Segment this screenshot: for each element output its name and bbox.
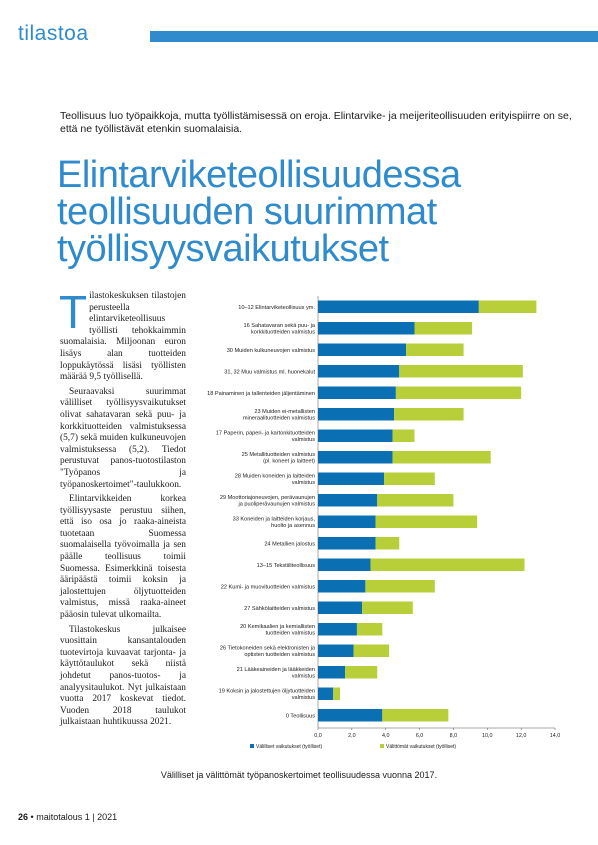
- section-title: tilastoa: [18, 22, 89, 45]
- category-label: 10–12 Elintarviketeollisuus ym.: [238, 304, 315, 311]
- bar-direct: [382, 709, 448, 722]
- category-label: 30 Muiden kulkuneuvojen valmistus: [226, 347, 315, 354]
- legend-label: Välittömät vaikutukset (työlliset): [386, 744, 457, 750]
- category-label: 0 Teollisuus: [285, 713, 315, 720]
- body-paragraph: Elintarvikkeiden korkea työllisyysaste perustuu siihen, että iso osa jo raaka-aineista tuotetaan Suomessa suomalaisella työvoimalla ja sen päälle teollisuus toimii Suomessa. Esimerkkinä toisesta ääripäästä toimii koksin ja jalostettujen öljytuotteiden valmistus, missä raaka-aineet pääosin tulevat ulkomailta.: [60, 494, 186, 621]
- x-tick-label: 2,0: [348, 733, 356, 739]
- x-tick-label: 6,0: [415, 733, 424, 739]
- bar-direct: [357, 623, 382, 636]
- bar-indirect: [318, 666, 345, 679]
- bar-indirect: [318, 430, 392, 443]
- body-paragraph: Seuraavaksi suurimmat välilliset työllisyysvaikutukset olivat sahatavaran sekä puu- ja korkkituotteiden valmistuksessa (5,7) sekä muiden kulkuneuvojen valmistuksessa (5,2). Tiedot perustuvat panos-tuotostilaston "Työpanos ja työpanoskertoimet"-taulukkoon.: [60, 386, 186, 490]
- section-bar: [150, 31, 598, 42]
- bar-indirect: [318, 709, 382, 722]
- x-tick-label: 0,0: [314, 733, 322, 739]
- x-tick-label: 10,0: [482, 733, 493, 739]
- category-label: 33 Koneiden ja laitteiden korjaus, huolto ja asennus: [232, 516, 315, 530]
- bar-indirect: [318, 301, 479, 314]
- drop-cap: T: [59, 286, 88, 338]
- category-label: 16 Sahatavaran sekä puu- ja korkkituotteiden valmistus: [243, 322, 315, 336]
- bar-direct: [384, 473, 435, 486]
- category-label: 28 Muiden koneiden ja laitteiden valmistus: [234, 473, 315, 487]
- bar-indirect: [318, 451, 392, 464]
- bar-indirect: [318, 559, 370, 572]
- bar-indirect: [318, 602, 362, 615]
- legend-swatch: [380, 744, 384, 748]
- bar-indirect: [318, 516, 376, 529]
- bar-indirect: [318, 688, 333, 701]
- article-body: [59, 286, 186, 732]
- bar-direct: [394, 408, 463, 421]
- page-footer: [18, 812, 117, 822]
- category-label: 21 Lääkeaineiden ja lääkkeiden valmistus: [236, 666, 315, 680]
- bar-direct: [414, 322, 472, 335]
- bar-direct: [376, 516, 478, 529]
- bar-indirect: [318, 344, 406, 357]
- category-label: 22 Kumi- ja muovituotteiden valmistus: [220, 584, 315, 591]
- bar-indirect: [318, 408, 394, 421]
- page-number: 26: [18, 812, 29, 822]
- headline-line: teollisuuden suurimmat: [57, 191, 437, 233]
- bar-indirect: [318, 494, 377, 507]
- bar-indirect: [318, 365, 399, 378]
- bar-indirect: [318, 537, 376, 550]
- category-label: 17 Paperin, paperi- ja kartonkituotteiden valmistus: [215, 430, 315, 444]
- bar-indirect: [318, 580, 365, 593]
- bar-direct: [392, 430, 414, 443]
- bar-direct: [333, 688, 340, 701]
- headline-line: työllisyysvaikutukset: [57, 228, 389, 270]
- category-label: 20 Kemikaalien ja kemiallisten tuotteiden valmistus: [240, 623, 315, 637]
- employment-chart: [190, 288, 570, 758]
- bar-direct: [354, 645, 390, 658]
- bar-direct: [365, 580, 434, 593]
- category-label: 19 Koksin ja jalostettujen öljytuotteiden valmistus: [218, 688, 315, 702]
- legend-label: Välilliset vaikutukset (työlliset): [256, 744, 323, 750]
- publication-name: maitotalous 1 | 2021: [36, 812, 118, 822]
- x-tick-label: 14,0: [549, 733, 561, 739]
- bar-direct: [399, 365, 523, 378]
- bar-indirect: [318, 623, 357, 636]
- category-label: 24 Metallien jalostus: [264, 541, 315, 548]
- x-tick-label: 8,0: [449, 733, 458, 739]
- bar-direct: [362, 602, 413, 615]
- body-paragraph: Tilastokeskus julkaisee vuosittain kansantalouden tuotevirtoja kuvaavat tarjonta- ja käyttötaulukot sekä niistä johdetut panos-tuotos- ja analyysitaulukot. Nyt julkaistaan vuotta 2017 koskevat tiedot. Vuoden 2018 taulukot julkaistaan huhtikuussa 2021.: [60, 624, 186, 728]
- legend-swatch: [250, 744, 254, 748]
- body-text: ilastokeskuksen tilastojen perusteella elintarviketeollisuus työllisti tehokkaimmin suomalaisia. Miljoonan euron lisäys alan tuotteiden loppukäytössä lisäsi työllisten määrää 9,5 työllisellä.: [60, 291, 186, 383]
- x-tick-label: 4,0: [381, 733, 390, 739]
- bar-indirect: [318, 322, 414, 335]
- bar-indirect: [318, 473, 384, 486]
- headline-line: Elintarviketeollisuudessa: [57, 154, 461, 196]
- category-label: 29 Moottoriajoneuvojen, perävaunujen ja puoliperävaunujen valmistus: [219, 494, 315, 508]
- bar-direct: [396, 387, 521, 400]
- bar-direct: [406, 344, 464, 357]
- category-label: 27 Sähkölaitteiden valmistus: [244, 605, 315, 612]
- category-label: 25 Metallituotteiden valmistus (pl. koneet ja laitteet): [241, 451, 315, 465]
- category-label: 31, 32 Muu valmistus ml. huonekalut: [224, 369, 315, 376]
- x-tick-label: 12,0: [515, 733, 527, 739]
- bar-direct: [345, 666, 377, 679]
- bar-indirect: [318, 645, 354, 658]
- category-label: 23 Muiden ei-metallisten mineraalituotteiden valmistus: [242, 408, 315, 422]
- bar-indirect: [318, 387, 396, 400]
- category-label: 18 Painaminen ja tallenteiden jäljentäminen: [207, 390, 315, 397]
- bar-direct: [376, 537, 400, 550]
- chart-caption: Välilliset ja välittömät työpanoskertoimet teollisuudessa vuonna 2017.: [160, 770, 438, 780]
- lead-paragraph: Teollisuus luo työpaikkoja, mutta työllistämisessä on eroja. Elintarvike- ja meijeriteollisuuden erityispiirre on se, että ne työllistävät etenkin suomalaisia.: [60, 110, 572, 135]
- bar-direct: [370, 559, 524, 572]
- footer-separator: •: [30, 812, 34, 822]
- category-label: 13–15 Tekstiiliteollisuus: [256, 562, 315, 569]
- bar-direct: [392, 451, 490, 464]
- headline: [57, 154, 587, 270]
- category-label: 26 Tietokoneiden sekä elektronisten ja optisten tuotteiden valmistus: [219, 645, 315, 659]
- bar-direct: [377, 494, 453, 507]
- body-paragraph: [59, 286, 186, 384]
- bar-direct: [479, 301, 537, 314]
